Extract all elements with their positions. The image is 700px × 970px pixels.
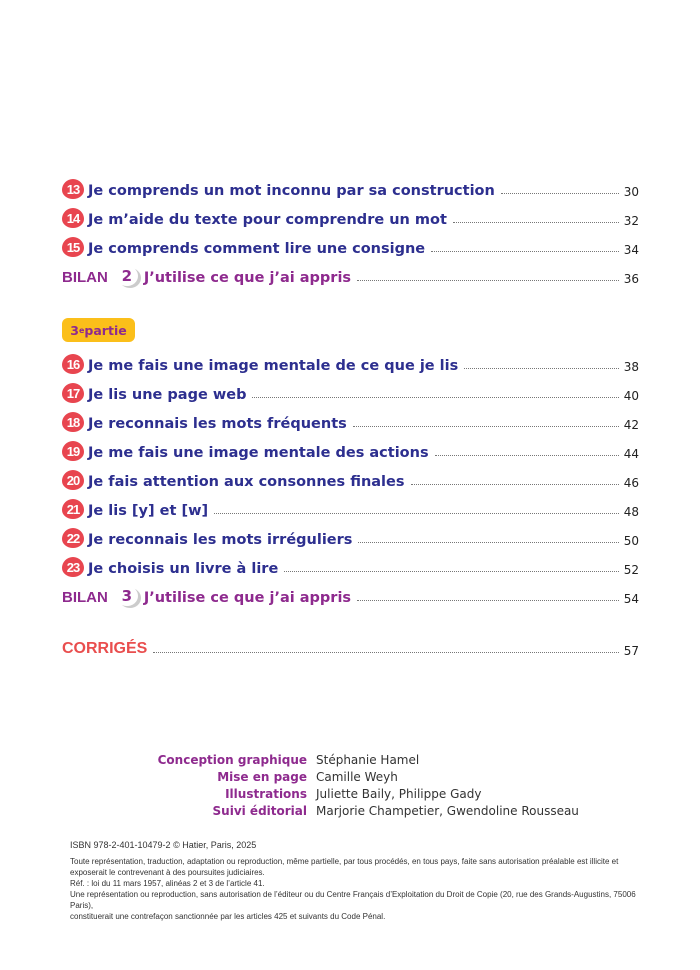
credit-value: Juliette Baily, Philippe Gady — [316, 787, 482, 801]
dot-leader — [501, 193, 619, 194]
bilan-title: J’utilise ce que j’ai appris — [143, 590, 352, 606]
page-number: 38 — [623, 360, 639, 374]
credit-row — [150, 786, 579, 803]
toc-entry[interactable] — [62, 526, 639, 548]
dot-leader — [214, 513, 619, 514]
entry-title: Je comprends comment lire une consigne — [88, 241, 426, 257]
legal-line: exposerait le contrevenant à des poursuites judiciaires. — [70, 868, 265, 877]
entry-title: Je choisis un livre à lire — [88, 561, 279, 577]
page-number: 46 — [623, 476, 639, 490]
toc-entry[interactable] — [62, 206, 639, 228]
dot-leader — [284, 571, 619, 572]
page-number: 44 — [623, 447, 639, 461]
lesson-number-badge: 14 — [62, 208, 84, 228]
page-number: 48 — [623, 505, 639, 519]
bilan-label: BILAN — [62, 589, 108, 606]
isbn: ISBN 978-2-401-10479-2 © Hatier, Paris, 2025 — [70, 840, 257, 850]
entry-title: Je comprends un mot inconnu par sa construction — [88, 183, 495, 199]
bilan-number: 3 — [116, 586, 138, 606]
lesson-number-badge: 23 — [62, 557, 84, 577]
entry-title: Je m’aide du texte pour comprendre un mot — [88, 212, 447, 228]
lesson-number-badge: 18 — [62, 412, 84, 432]
entry-title: Je fais attention aux consonnes finales — [88, 474, 405, 490]
lesson-number-badge: 21 — [62, 499, 84, 519]
credit-value: Camille Weyh — [316, 770, 398, 784]
entry-title: Je lis [y] et [w] — [88, 503, 209, 519]
toc-entry[interactable] — [62, 410, 639, 432]
page-number: 32 — [623, 214, 639, 228]
page-number: 57 — [623, 644, 639, 658]
dot-leader — [358, 542, 619, 543]
dot-leader — [411, 484, 620, 485]
legal-line: Une représentation ou reproduction, sans autorisation de l’éditeur ou du Centre Français d’Exploitation du Droit de Copie (20, rue des Grands-Augustins, 75006 Paris), — [70, 890, 636, 910]
page-number: 36 — [623, 272, 639, 286]
legal-line: Réf. : loi du 11 mars 1957, alinéas 2 et 3 de l’article 41. — [70, 879, 265, 888]
lesson-number-badge: 22 — [62, 528, 84, 548]
toc-entry[interactable] — [62, 352, 639, 374]
toc-entry[interactable] — [62, 235, 639, 257]
legal-line: Toute représentation, traduction, adaptation ou reproduction, même partielle, par tous procédés, en tous pays, faite sans autorisation préalable est illicite et — [70, 857, 619, 866]
lesson-number-badge: 17 — [62, 383, 84, 403]
dot-leader — [453, 222, 619, 223]
page-number: 34 — [623, 243, 639, 257]
entry-title: Je reconnais les mots irréguliers — [88, 532, 353, 548]
page-number: 40 — [623, 389, 639, 403]
dot-leader — [464, 368, 619, 369]
toc-entry[interactable] — [62, 381, 639, 403]
credit-row — [150, 752, 579, 769]
credit-label: Conception graphique — [157, 753, 307, 767]
part-3-badge: 3 e partie — [62, 318, 135, 342]
credit-row — [150, 803, 579, 820]
credit-label: Mise en page — [217, 770, 307, 784]
dot-leader — [357, 600, 619, 601]
toc-bilan-3[interactable] — [62, 584, 639, 606]
entry-title: Je me fais une image mentale des actions — [88, 445, 429, 461]
page-number: 30 — [623, 185, 639, 199]
page-number: 50 — [623, 534, 639, 548]
toc-entry[interactable] — [62, 555, 639, 577]
dot-leader — [435, 455, 619, 456]
toc-entry[interactable] — [62, 439, 639, 461]
toc-entry[interactable] — [62, 177, 639, 199]
page-number: 42 — [623, 418, 639, 432]
credit-row — [150, 769, 579, 786]
legal-notice — [70, 840, 650, 922]
credit-value: Stéphanie Hamel — [316, 753, 420, 767]
dot-leader — [357, 280, 619, 281]
entry-title: Je lis une page web — [88, 387, 247, 403]
lesson-number-badge: 15 — [62, 237, 84, 257]
bilan-title: J’utilise ce que j’ai appris — [143, 270, 352, 286]
page-number: 52 — [623, 563, 639, 577]
toc-entry[interactable] — [62, 497, 639, 519]
legal-line: constituerait une contrefaçon sanctionnée par les articles 425 et suivants du Code Pénal. — [70, 912, 386, 921]
toc-entry[interactable] — [62, 468, 639, 490]
bilan-label: BILAN — [62, 269, 108, 286]
credit-label: Suivi éditorial — [212, 804, 307, 818]
toc-bilan-2[interactable] — [62, 264, 639, 286]
entry-title: Je me fais une image mentale de ce que je lis — [88, 358, 459, 374]
dot-leader — [431, 251, 619, 252]
credit-value: Marjorie Champetier, Gwendoline Rousseau — [316, 804, 579, 818]
corriges-label: CORRIGÉS — [62, 640, 148, 657]
lesson-number-badge: 20 — [62, 470, 84, 490]
page-number: 54 — [623, 592, 639, 606]
lesson-number-badge: 16 — [62, 354, 84, 374]
credit-label: Illustrations — [225, 787, 307, 801]
lesson-number-badge: 19 — [62, 441, 84, 461]
credits — [150, 752, 579, 820]
dot-leader — [153, 652, 619, 653]
dot-leader — [252, 397, 619, 398]
lesson-number-badge: 13 — [62, 179, 84, 199]
entry-title: Je reconnais les mots fréquents — [88, 416, 347, 432]
toc-corriges[interactable] — [62, 636, 639, 658]
dot-leader — [353, 426, 619, 427]
bilan-number: 2 — [116, 266, 138, 286]
